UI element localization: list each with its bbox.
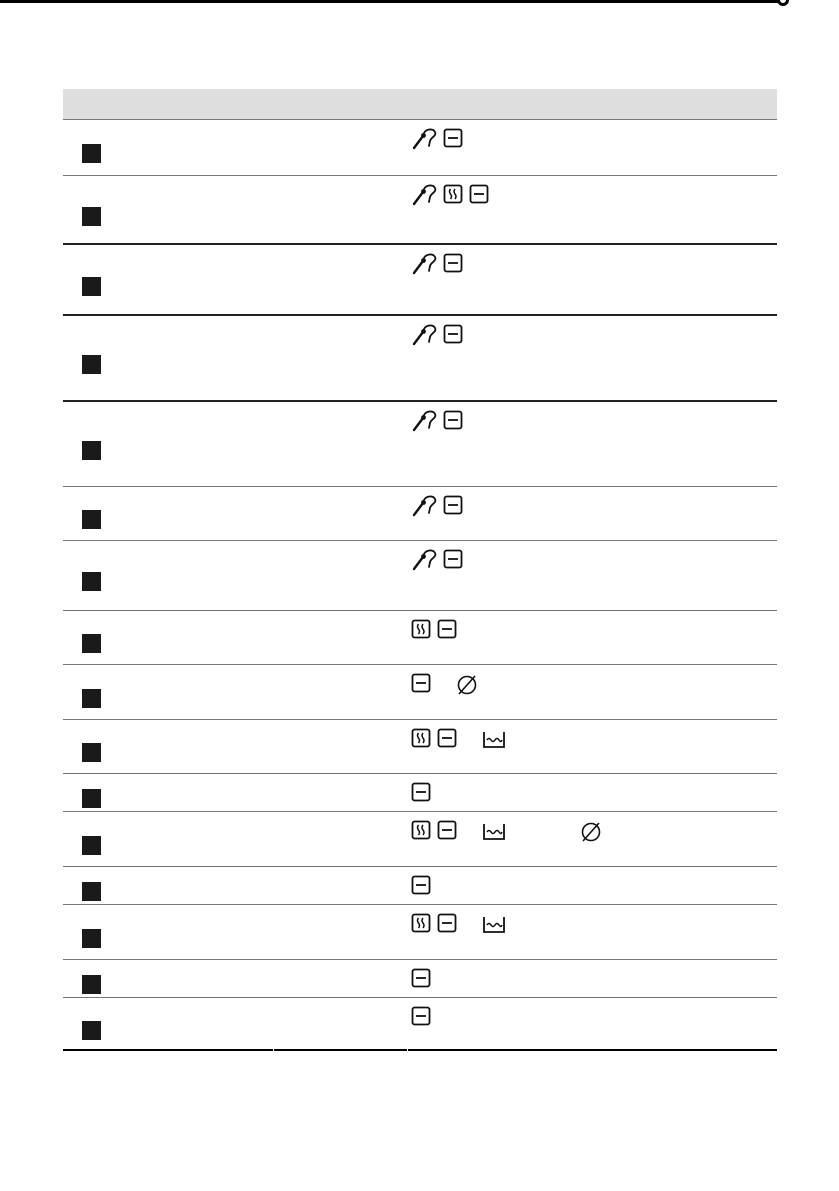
- heat-box-icon: [469, 184, 489, 208]
- table-row: [63, 665, 777, 720]
- probe-icon: [411, 128, 441, 154]
- heat-box-icon: [443, 128, 463, 152]
- row-marker-square: [82, 634, 101, 653]
- table-row: [63, 541, 777, 611]
- column-separator-notch: [273, 1047, 274, 1051]
- heat-box-icon: [411, 1006, 431, 1030]
- row-marker-square: [82, 743, 101, 762]
- table-row: [63, 998, 777, 1051]
- water-tray-icon: [481, 820, 507, 846]
- steam-box-icon: [411, 728, 431, 752]
- table-row: [63, 905, 777, 960]
- heat-box-icon: [443, 253, 463, 277]
- steam-box-icon: [411, 820, 431, 844]
- table-row: [63, 960, 777, 998]
- row-marker-square: [82, 277, 101, 296]
- row-marker-square: [82, 510, 101, 529]
- table-row: [63, 120, 777, 176]
- no-probe-icon: [579, 820, 603, 848]
- table-row: [63, 611, 777, 665]
- probe-icon: [411, 495, 441, 521]
- table-header: [63, 89, 777, 120]
- heat-box-icon: [411, 782, 431, 806]
- heat-box-icon: [437, 728, 457, 752]
- top-rule-end-cap: [777, 0, 789, 6]
- table-row: [63, 402, 777, 487]
- heat-box-icon: [411, 968, 431, 992]
- row-marker-square: [82, 836, 101, 855]
- row-marker-square: [82, 144, 101, 163]
- table-row: [63, 245, 777, 316]
- steam-box-icon: [411, 913, 431, 937]
- heat-box-icon: [437, 619, 457, 643]
- water-tray-icon: [481, 728, 507, 754]
- row-marker-square: [82, 882, 101, 901]
- probe-icon: [411, 324, 441, 350]
- table-row: [63, 316, 777, 402]
- table-row: [63, 774, 777, 812]
- table-row: [63, 867, 777, 905]
- probe-icon: [411, 253, 441, 279]
- heat-box-icon: [443, 410, 463, 434]
- no-probe-icon: [455, 673, 479, 701]
- settings-table: [63, 89, 777, 1051]
- probe-icon: [411, 184, 441, 210]
- row-marker-square: [82, 572, 101, 591]
- column-separator-notch: [407, 1047, 408, 1051]
- table-row: [63, 487, 777, 541]
- water-tray-icon: [481, 913, 507, 939]
- row-marker-square: [82, 689, 101, 708]
- row-marker-square: [82, 355, 101, 374]
- table-row: [63, 176, 777, 245]
- row-marker-square: [82, 1021, 101, 1040]
- heat-box-icon: [437, 913, 457, 937]
- row-marker-square: [82, 789, 101, 808]
- heat-box-icon: [443, 324, 463, 348]
- steam-box-icon: [411, 619, 431, 643]
- row-marker-square: [82, 441, 101, 460]
- table-body: [63, 120, 777, 1051]
- table-row: [63, 812, 777, 867]
- probe-icon: [411, 410, 441, 436]
- probe-icon: [411, 549, 441, 575]
- row-marker-square: [82, 929, 101, 948]
- heat-box-icon: [437, 820, 457, 844]
- heat-box-icon: [443, 549, 463, 573]
- row-marker-square: [82, 975, 101, 994]
- top-rule: [0, 0, 839, 3]
- heat-box-icon: [443, 495, 463, 519]
- row-marker-square: [82, 207, 101, 226]
- heat-box-icon: [411, 673, 431, 697]
- top-rule-line: [0, 0, 783, 3]
- heat-box-icon: [411, 875, 431, 899]
- steam-box-icon: [443, 184, 463, 208]
- table-row: [63, 720, 777, 774]
